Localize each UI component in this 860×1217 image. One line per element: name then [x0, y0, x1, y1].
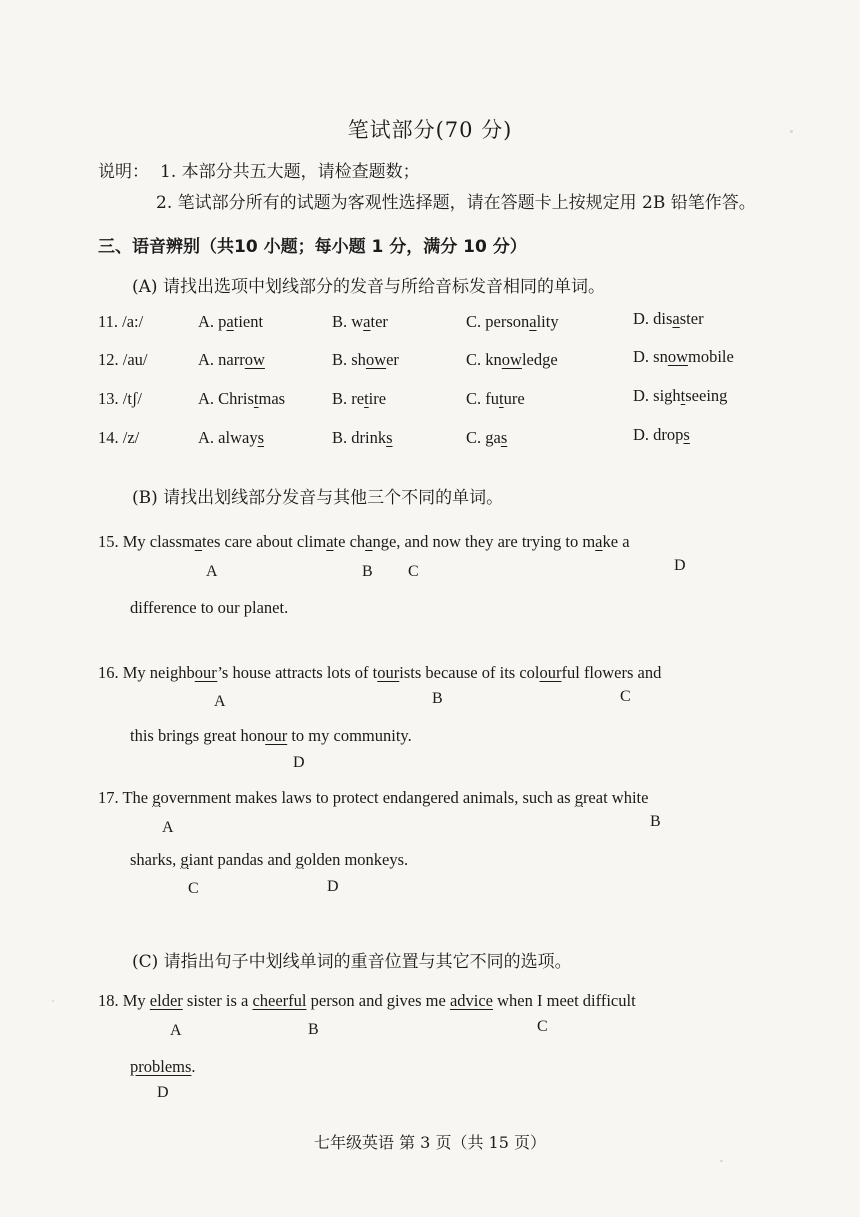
question-18-line-2: problems. — [130, 1057, 196, 1076]
question-16-line-2: this brings great honour to my community. — [130, 726, 412, 745]
underlined-sound: ow — [244, 350, 265, 369]
question-14-option-b: B. drinks — [332, 428, 393, 447]
question-17-line-2: sharks, giant pandas and golden monkeys. — [130, 850, 409, 869]
question-13-option-a: A. Christmas — [198, 389, 286, 408]
question-14-number: 14. /z/ — [98, 428, 140, 447]
underline-d: a — [595, 532, 603, 551]
underlined-sound: a — [672, 309, 680, 328]
q16-label-b: B — [432, 690, 443, 707]
question-12-option-c: C. knowledge — [466, 350, 558, 369]
question-11-option-c: C. personality — [466, 312, 559, 331]
underlined-sound: ow — [365, 350, 387, 369]
underline-b: cheerful — [252, 991, 307, 1010]
page-title: 笔试部分(70 分) — [347, 118, 513, 142]
part-a-instruction: (A) 请找出选项中划线部分的发音与所给音标发音相同的单词。 — [132, 277, 605, 297]
underline-b: our — [377, 663, 400, 682]
underline-d: g — [295, 850, 304, 869]
underline-a: a — [194, 532, 203, 551]
underline-c: g — [180, 850, 189, 869]
underlined-sound: s — [386, 428, 393, 447]
question-14-option-c: C. gas — [466, 428, 508, 447]
underlined-sound: t — [499, 389, 504, 408]
underline-b: g — [574, 788, 583, 807]
q17-label-a: A — [162, 819, 174, 836]
underline-c: a — [365, 532, 373, 551]
question-12-option-b: B. shower — [332, 350, 399, 369]
underlined-sound: s — [257, 428, 264, 447]
question-11-option-b: B. water — [332, 312, 388, 331]
question-14-option-a: A. always — [198, 428, 264, 447]
notes-line-2: 2. 笔试部分所有的试题为客观性选择题，请在答题卡上按规定用 2B 铅笔作答。 — [156, 193, 756, 213]
question-13-number: 13. /tʃ/ — [98, 389, 142, 408]
question-18-line-1: 18. My elder sister is a cheerful person and gives me advice when I meet difficult — [98, 991, 636, 1010]
q16-label-c: C — [620, 688, 631, 705]
question-12-number: 12. /au/ — [98, 350, 148, 369]
part-c-instruction: (C) 请指出句子中划线单词的重音位置与其它不同的选项。 — [132, 952, 572, 972]
q15-label-c: C — [408, 563, 419, 580]
underline-c: advice — [449, 991, 493, 1010]
question-16-line-1: 16. My neighbour’s house attracts lots of tourists because of its colourful flowers and — [98, 663, 662, 682]
underline-c: our — [539, 663, 562, 682]
q18-label-d: D — [157, 1084, 169, 1101]
scan-speck — [790, 130, 793, 133]
underline-d: problems — [130, 1057, 192, 1076]
question-15-line-2: difference to our planet. — [130, 598, 289, 617]
question-11-option-d: D. disaster — [633, 309, 704, 328]
underline-d: our — [265, 726, 288, 745]
notes-line-1: 1. 本部分共五大题，请检查题数； — [160, 162, 420, 182]
underlined-sound: ow — [501, 350, 522, 369]
question-13-option-c: C. future — [466, 389, 525, 408]
question-15-line-1: 15. My classmates care about climate change, and now they are trying to make a — [98, 532, 630, 551]
underlined-sound: a — [529, 312, 537, 331]
underlined-sound: a — [226, 312, 234, 331]
underline-a: elder — [149, 991, 183, 1010]
question-11-option-a: A. patient — [198, 312, 264, 331]
underline-b: a — [326, 532, 334, 551]
question-11-number: 11. /a:/ — [98, 312, 144, 331]
q16-label-d: D — [293, 754, 305, 771]
q17-label-b: B — [650, 813, 661, 830]
underlined-sound: a — [363, 312, 371, 331]
q16-label-a: A — [214, 693, 226, 710]
q15-label-d: D — [674, 557, 686, 574]
underlined-sound: t — [364, 389, 369, 408]
q18-label-b: B — [308, 1021, 319, 1038]
q15-label-b: B — [362, 563, 373, 580]
underlined-sound: s — [500, 428, 508, 447]
underlined-sound: s — [683, 425, 690, 444]
question-12-option-a: A. narrow — [198, 350, 265, 369]
question-12-option-d: D. snowmobile — [633, 347, 734, 366]
part-b-instruction: (B) 请找出划线部分发音与其他三个不同的单词。 — [132, 488, 504, 508]
underlined-sound: t — [253, 389, 259, 408]
underlined-sound: ow — [667, 347, 689, 366]
question-13-option-d: D. sightseeing — [633, 386, 728, 405]
underlined-sound: t — [680, 386, 686, 405]
notes-label: 说明： — [98, 162, 149, 182]
question-13-option-b: B. retire — [332, 389, 387, 408]
q17-label-d: D — [327, 878, 339, 895]
underline-a: g — [152, 788, 161, 807]
scan-speck — [52, 1000, 54, 1002]
scan-speck — [720, 1160, 723, 1162]
page-footer: 七年级英语 第 3 页（共 15 页） — [314, 1133, 546, 1152]
question-17-line-1: 17. The government makes laws to protect endangered animals, such as great white — [98, 788, 649, 807]
section-heading: 三、语音辨别（共10 小题；每小题 1 分，满分 10 分） — [98, 237, 527, 257]
q18-label-c: C — [537, 1018, 548, 1035]
q17-label-c: C — [188, 880, 199, 897]
underline-a: our — [194, 663, 218, 682]
q15-label-a: A — [206, 563, 218, 580]
q18-label-a: A — [170, 1022, 182, 1039]
question-14-option-d: D. drops — [633, 425, 690, 444]
